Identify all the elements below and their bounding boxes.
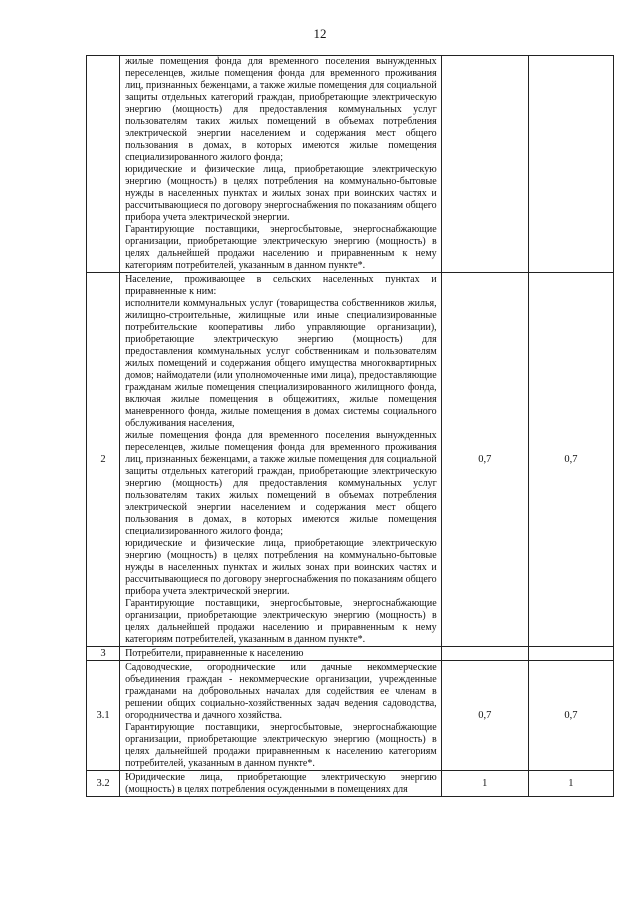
description-cell bbox=[120, 647, 442, 661]
table-row-2 bbox=[87, 273, 614, 647]
description-paragraph: Садоводческие, огороднические или дачные некоммерческие объединения граждан - некоммерческие организации, учрежденные гражданами на добровольных началах для содействия ее членам в решении общих социально-хозяйственных задач ведения садоводства, огородничества и дачного хозяйства. bbox=[125, 662, 437, 721]
description-cell bbox=[120, 273, 442, 647]
row-number-cell: 3.1 bbox=[87, 661, 120, 771]
tariff-table bbox=[86, 55, 614, 797]
description-paragraph: Гарантирующие поставщики, энергосбытовые, энергоснабжающие организации, приобретающие электрическую энергию (мощность) в целях дальнейшей продажи приравненным к населению категориям потребителей, указанным в данном пункте*. bbox=[125, 722, 437, 769]
table-row-3 bbox=[87, 647, 614, 661]
row-number-cell bbox=[87, 56, 120, 273]
table-row-continued bbox=[87, 56, 614, 273]
description-paragraph: Гарантирующие поставщики, энергосбытовые, энергоснабжающие организации, приобретающие электрическую энергию (мощность) в целях дальнейшей продажи населению и приравненным к нему категориям потребителей, указанным в данном пункте*. bbox=[125, 598, 437, 645]
row-number-cell: 3.2 bbox=[87, 771, 120, 797]
section-heading: Потребители, приравненные к населению bbox=[125, 648, 304, 659]
description-cell bbox=[120, 661, 442, 771]
value-cell bbox=[528, 647, 613, 661]
page-number: 12 bbox=[313, 26, 327, 41]
description-paragraph: юридические и физические лица, приобретающие электрическую энергию (мощность) в целях потребления на коммунально-бытовые нужды в населенных пунктах и жилых зонах при воинских частях и рассчитывающиеся по договору энергоснабжения по показаниям общего прибора учета электрической энергии. bbox=[125, 164, 437, 223]
description-paragraph: жилые помещения фонда для временного поселения вынужденных переселенцев, жилые помещения фонда для временного проживания лиц, признанных беженцами, а также жилые помещения для социальной защиты отдельных категорий граждан, приобретающие электрическую энергию (мощность) для предоставления коммунальных услуг пользователям таких жилых помещений в объемах потребления электрической энергии населением и содержания мест общего пользования в домах, в которых имеются жилые помещения специализированного жилого фонда; bbox=[125, 56, 437, 163]
description-paragraph: Население, проживающее в сельских населенных пунктах и приравненные к ним: bbox=[125, 274, 437, 297]
value-cell-2: 1 bbox=[528, 771, 613, 797]
value-cell-2: 0,7 bbox=[528, 661, 613, 771]
value-cell-1: 1 bbox=[441, 771, 528, 797]
description-paragraph: юридические и физические лица, приобретающие электрическую энергию (мощность) в целях потребления на коммунально-бытовые нужды в населенных пунктах и жилых зонах при воинских частях и рассчитывающиеся по договору энергоснабжения по показаниям общего прибора учета электрической энергии. bbox=[125, 538, 437, 597]
row-number-cell: 3 bbox=[87, 647, 120, 661]
value-cell bbox=[528, 56, 613, 273]
value-cell bbox=[441, 647, 528, 661]
description-paragraph: жилые помещения фонда для временного поселения вынужденных переселенцев, жилые помещения фонда для временного проживания лиц, признанных беженцами, а также жилые помещения для социальной защиты отдельных категорий граждан, приобретающие электрическую энергию (мощность) для предоставления коммунальных услуг пользователям таких жилых помещений в объемах потребления электрической энергии населением и содержания мест общего пользования в домах, в которых имеются жилые помещения специализированного жилого фонда; bbox=[125, 430, 437, 537]
value-cell-1: 0,7 bbox=[441, 661, 528, 771]
value-cell bbox=[441, 56, 528, 273]
description-paragraph: Юридические лица, приобретающие электрическую энергию (мощность) в целях потребления осужденными в помещениях для bbox=[125, 772, 437, 795]
description-cell bbox=[120, 771, 442, 797]
description-paragraph: Гарантирующие поставщики, энергосбытовые, энергоснабжающие организации, приобретающие электрическую энергию (мощность) в целях дальнейшей продажи населению и приравненным к нему категориям потребителей, указанным в данном пункте*. bbox=[125, 224, 437, 271]
value-cell-2: 0,7 bbox=[528, 273, 613, 647]
value-cell-1: 0,7 bbox=[441, 273, 528, 647]
row-number-cell: 2 bbox=[87, 273, 120, 647]
description-cell bbox=[120, 56, 442, 273]
table-row-3-2 bbox=[87, 771, 614, 797]
table-row-3-1 bbox=[87, 661, 614, 771]
description-paragraph: исполнители коммунальных услуг (товарищества собственников жилья, жилищно-строительные, жилищные или иные специализированные потребительские кооперативы либо управляющие организации), приобретающие электрическую энергию (мощность) для предоставления коммунальных услуг собственникам и пользователям жилых помещений и содержания общего имущества многоквартирных домов; наймодатели (или уполномоченные ими лица), предоставляющие гражданам жилые помещения специализированного жилищного фонда, включая жилые помещения в общежитиях, жилые помещения маневренного фонда, жилые помещения в домах системы социального обслуживания населения, bbox=[125, 298, 437, 429]
